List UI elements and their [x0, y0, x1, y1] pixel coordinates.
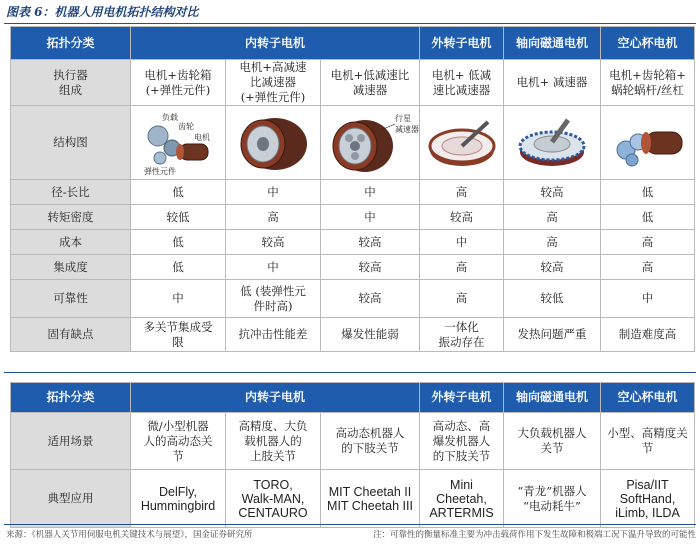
cell: 中 [321, 205, 420, 230]
cell: 较高 [226, 230, 321, 255]
cell: 高 [601, 255, 695, 280]
structure-image-gearbox [131, 106, 226, 180]
row-label-actuator: 执行器 组成 [11, 60, 131, 106]
cell: 高 [601, 230, 695, 255]
cell: 中 [131, 280, 226, 318]
cell: 发热问题严重 [504, 318, 601, 352]
cell: 抗冲击性能差 [226, 318, 321, 352]
cell: 大负载机器人 关节 [504, 413, 601, 470]
struct-label: 负载 [162, 112, 178, 122]
cell: 制造难度高 [601, 318, 695, 352]
cell: 电机+低减速比 减速器 [321, 60, 420, 106]
cell: 电机+ 减速器 [504, 60, 601, 106]
cell: 中 [321, 180, 420, 205]
header-axial: 轴向磁通电机 [504, 27, 601, 60]
cell: Mini Cheetah, ARTERMIS [420, 470, 504, 528]
cell: 高 [226, 205, 321, 230]
top-rule [4, 23, 696, 24]
structure-image-coreless [601, 106, 695, 180]
table-row [11, 318, 695, 352]
cell: 多关节集成受 限 [131, 318, 226, 352]
cell: 高 [420, 280, 504, 318]
structure-image-high-ratio [226, 106, 321, 180]
header-inner-rotor: 内转子电机 [131, 383, 420, 413]
table-header-row [11, 383, 695, 413]
cell: 较高 [504, 180, 601, 205]
table-row [11, 60, 695, 106]
figure-title: 图表 6：机器人用电机拓扑结构对比 [6, 5, 199, 19]
cell: 高精度、大负 载机器人的 上肢关节 [226, 413, 321, 470]
header-coreless: 空心杯电机 [601, 27, 695, 60]
cell: 微/小型机器 人的高动态关 节 [131, 413, 226, 470]
row-label-integration: 集成度 [11, 255, 131, 280]
cell: 电机+ 低减 速比减速器 [420, 60, 504, 106]
structure-image-outer-rotor [420, 106, 504, 180]
header-inner-rotor: 内转子电机 [131, 27, 420, 60]
row-label-reliability: 可靠性 [11, 280, 131, 318]
structure-image-axial [504, 106, 601, 180]
header-coreless: 空心杯电机 [601, 383, 695, 413]
cell: 低 [131, 255, 226, 280]
table-row [11, 230, 695, 255]
cell: 高 [420, 255, 504, 280]
cell: 高 [420, 180, 504, 205]
row-label-ratio: 径-长比 [11, 180, 131, 205]
cell: 电机+齿轮箱+ 蜗轮蜗杆/丝杠 [601, 60, 695, 106]
table-row [11, 280, 695, 318]
cell: 高动态、高 爆发机器人 的下肢关节 [420, 413, 504, 470]
cell: 低 [131, 180, 226, 205]
cell: 较高 [420, 205, 504, 230]
row-label-typical: 典型应用 [11, 470, 131, 528]
footer-source: 来源：《机器人关节用伺服电机关键技术与展望》，国金证券研究所 [6, 530, 253, 540]
row-label-drawbacks: 固有缺点 [11, 318, 131, 352]
struct-label: 电机 [194, 132, 210, 142]
cell: 爆发性能弱 [321, 318, 420, 352]
struct-label: 行星 [395, 113, 411, 123]
struct-label: 减速器 [395, 124, 419, 134]
cell: 低 [601, 205, 695, 230]
cell: 较高 [321, 280, 420, 318]
cell: 中 [226, 180, 321, 205]
cell: 中 [226, 255, 321, 280]
table-row [11, 413, 695, 470]
cell: 较低 [504, 280, 601, 318]
cell: 较低 [131, 205, 226, 230]
cell: 低 (装弹性元 件时高) [226, 280, 321, 318]
table-row [11, 255, 695, 280]
cell: 高 [504, 205, 601, 230]
footer-note: 注：可靠性的衡量标准主要为冲击载荷作用下发生故障和极端工况下温升导致的可能性 [372, 530, 696, 540]
footer [6, 528, 696, 542]
cell: 电机+齿轮箱 (+弹性元件) [131, 60, 226, 106]
cell: 中 [420, 230, 504, 255]
table-row [11, 106, 695, 180]
row-label-structure: 结构图 [11, 106, 131, 180]
cell: 小型、高精度关 节 [601, 413, 695, 470]
cell: 高 [504, 230, 601, 255]
cell: 中 [601, 280, 695, 318]
cell: 一体化 振动存在 [420, 318, 504, 352]
cell: TORO, Walk-MAN, CENTAURO [226, 470, 321, 528]
header-category: 拓扑分类 [11, 383, 131, 413]
table-header-row [11, 27, 695, 60]
cell: Pisa/IIT SoftHand, iLimb, ILDA [601, 470, 695, 528]
header-axial: 轴向磁通电机 [504, 383, 601, 413]
struct-label: 弹性元件 [144, 166, 176, 176]
row-label-torque: 转矩密度 [11, 205, 131, 230]
header-category: 拓扑分类 [11, 27, 131, 60]
table-row [11, 470, 695, 528]
cell: MIT Cheetah II MIT Cheetah III [321, 470, 420, 528]
cell: 较高 [321, 230, 420, 255]
section-separator [4, 372, 696, 373]
row-label-cost: 成本 [11, 230, 131, 255]
row-label-scenario: 适用场景 [11, 413, 131, 470]
table-row [11, 180, 695, 205]
table-row [11, 205, 695, 230]
cell: 高动态机器人 的下肢关节 [321, 413, 420, 470]
footer-rule [4, 524, 696, 525]
cell: 低 [601, 180, 695, 205]
cell: “青龙”机器人 “电动耗牛” [504, 470, 601, 528]
cell: 较高 [321, 255, 420, 280]
cell: 较高 [504, 255, 601, 280]
comparison-table [10, 26, 695, 352]
header-outer-rotor: 外转子电机 [420, 383, 504, 413]
cell: 低 [131, 230, 226, 255]
header-outer-rotor: 外转子电机 [420, 27, 504, 60]
structure-image-planetary [321, 106, 420, 180]
application-table [10, 382, 695, 528]
struct-label: 齿轮 [178, 121, 194, 131]
cell: DelFly, Hummingbird [131, 470, 226, 528]
cell: 电机+高减速 比减速器 (+弹性元件) [226, 60, 321, 106]
